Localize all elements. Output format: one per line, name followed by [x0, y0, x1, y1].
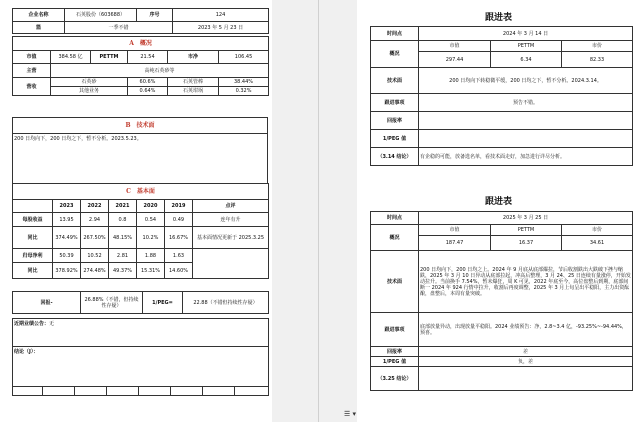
- technical-table: [12, 117, 268, 184]
- eps-yoy-value: 16.67%: [165, 227, 193, 249]
- eps-label: 每股收益: [13, 213, 53, 227]
- comment-update-note: 基本面情况更新于 2025.3.25: [193, 227, 269, 249]
- section-c-heading: C 基本面: [13, 184, 269, 200]
- conclusion-label: 结论（J）：: [13, 347, 269, 387]
- net-profit-yoy-value: 15.31%: [137, 263, 165, 279]
- pettm-value: 16.37: [491, 236, 562, 251]
- market-cap-value: 187.47: [419, 236, 491, 251]
- net-profit-yoy-value: 49.37%: [109, 263, 137, 279]
- overview-head: 市价: [562, 41, 633, 52]
- recent-report-value: 无: [49, 321, 55, 327]
- price-value: 34.61: [562, 236, 633, 251]
- eps-value: 0.49: [165, 213, 193, 227]
- recent-report-label: 近期业绩公告：: [14, 321, 50, 327]
- technical-label: 技术面: [371, 68, 419, 94]
- net-profit-yoy-value: 274.48%: [81, 263, 109, 279]
- main-business-label: 主营: [13, 64, 51, 78]
- follow-up-items-label: 跟进事项: [371, 94, 419, 112]
- peg-value: 22.88（不错但持续性存疑）: [183, 292, 269, 314]
- overview-head: PETTM: [491, 41, 562, 52]
- technical-value: 200 日均向下转稳微平缓，200 日均之下，暂不分析。2024.3.14。: [419, 68, 633, 94]
- eps-yoy-value: 374.49%: [53, 227, 81, 249]
- year-header: 2023: [53, 200, 81, 213]
- revenue-item: 石英坩埚: [168, 87, 219, 96]
- market-cap-value: 384.58 亿: [51, 51, 91, 64]
- net-profit-yoy-label: 同比: [13, 263, 53, 279]
- net-profit-yoy-value: 378.92%: [53, 263, 81, 279]
- category-label: 篮: [13, 22, 65, 34]
- net-profit-value: 50.39: [53, 249, 81, 263]
- pettm-value: 6.34: [491, 52, 562, 68]
- eps-yoy-label: 同比: [13, 227, 53, 249]
- overview-head: 市价: [562, 225, 633, 236]
- conclusion-label: （3.14 结论）: [371, 148, 419, 166]
- peg-label: 1/PEG=: [143, 292, 183, 314]
- return-label: 回报-: [13, 292, 81, 314]
- return-value: 差: [419, 347, 633, 357]
- year-header: 2020: [137, 200, 165, 213]
- eps-yoy-value: 10.2%: [137, 227, 165, 249]
- section-b-heading: B 技术面: [13, 118, 268, 134]
- overview-table: [12, 36, 269, 96]
- technical-label: 技术面: [371, 251, 419, 313]
- follow-up-table-1: [370, 26, 633, 166]
- revenue-item: 其他业务: [51, 87, 128, 96]
- fundamentals-table: [12, 183, 269, 279]
- market-cap-value: 297.44: [419, 52, 491, 68]
- year-header: 2021: [109, 200, 137, 213]
- net-profit-value: 2.81: [109, 249, 137, 263]
- time-label: 时间点: [371, 212, 419, 225]
- follow-up-items-value: 预告不错。: [419, 94, 633, 112]
- price-value: 82.33: [562, 52, 633, 68]
- peg-value: 负，差: [419, 357, 633, 367]
- return-label: 回报率: [371, 347, 419, 357]
- comment-rising: 连年有升: [193, 213, 269, 227]
- follow-up-title-2: 跟进表: [484, 197, 512, 207]
- net-profit-value: 1.63: [165, 249, 193, 263]
- revenue-share: 0.64%: [128, 87, 168, 96]
- follow-up-table-2: [370, 211, 633, 391]
- net-profit-label: 归母净利: [13, 249, 53, 263]
- conclusion-table: [12, 318, 269, 396]
- follow-up-items-value: 底部放量异动，出现放量平稳阳。2024 业绩预告：净，2.8~3.4 亿，-93.25%~-94.44%，预喜。: [419, 313, 633, 347]
- revenue-item: 石英砂: [51, 78, 128, 87]
- revenue-item: 石英管棒: [168, 78, 219, 87]
- main-business-value: 高纯石英砂等: [51, 64, 269, 78]
- net-profit-value: 10.52: [81, 249, 109, 263]
- return-table: [12, 291, 269, 314]
- conclusion-value: 有企稳的可能，放备选名单，看技术面走好，加急进行详尽分析。: [419, 148, 633, 166]
- technical-value: 200 日均向下，200 日均之上。2024 年 9 月底从底部爆拉，节后收割跌出大跌破下挫与缩跌，2025 年 3 月 10 日异动从底部拉起，冲高后整理，3 月 24、25 日连续有量涨停，开始发动拉升。当前换手 7.54%，暂未爆狂，周 K 可见，2022 年底至今，高位盘整后到期，底部间断一 2024 年 924 行情中拉升，收割后再度调整，2025 年 3 月上旬呈出平稳阳，主力出资酝酿，盘整后，本周有量突破。: [419, 251, 633, 313]
- peg-label: 1/PEG 值: [371, 130, 419, 148]
- view-options-button[interactable]: ☰ ▾: [344, 410, 357, 418]
- return-label: 回报率: [371, 112, 419, 130]
- seq-label: 序号: [137, 9, 173, 22]
- page-divider: [318, 0, 319, 422]
- eps-value: 0.8: [109, 213, 137, 227]
- section-a-heading: A 概况: [13, 37, 269, 51]
- revenue-share: 0.32%: [219, 87, 269, 96]
- revenue-share: 60.6%: [128, 78, 168, 87]
- eps-yoy-value: 267.50%: [81, 227, 109, 249]
- revenue-label: 营收: [13, 78, 51, 96]
- pb-label: 市净: [168, 51, 219, 64]
- overview-label: 概况: [371, 225, 419, 251]
- overview-label: 概况: [371, 41, 419, 68]
- year-header: 2022: [81, 200, 109, 213]
- overview-head: 市值: [419, 41, 491, 52]
- eps-value: 0.54: [137, 213, 165, 227]
- eps-value: 2.94: [81, 213, 109, 227]
- pettm-value: 21.54: [128, 51, 168, 64]
- eps-yoy-value: 48.15%: [109, 227, 137, 249]
- record-date: 2023 年 5 月 23 日: [173, 22, 269, 34]
- time-value: 2024 年 3 月 14 日: [419, 27, 633, 41]
- overview-head: PETTM: [491, 225, 562, 236]
- pettm-label: PETTM: [91, 51, 128, 64]
- category-value: 一季不错: [65, 22, 173, 34]
- header-table: [12, 8, 269, 34]
- market-cap-label: 市值: [13, 51, 51, 64]
- peg-label: 1/PEG 值: [371, 357, 419, 367]
- time-label: 时间点: [371, 27, 419, 41]
- left-document-page: [0, 0, 272, 422]
- eps-value: 13.95: [53, 213, 81, 227]
- revenue-share: 38.44%: [219, 78, 269, 87]
- seq-value: 124: [173, 9, 269, 22]
- overview-head: 市值: [419, 225, 491, 236]
- right-document-page: [357, 0, 640, 422]
- time-value: 2025 年 3 月 25 日: [419, 212, 633, 225]
- follow-up-title-1: 跟进表: [484, 13, 512, 23]
- year-header: 2019: [165, 200, 193, 213]
- net-profit-value: 1.88: [137, 249, 165, 263]
- net-profit-yoy-value: 14.60%: [165, 263, 193, 279]
- technical-analysis-text: 200 日均向下，200 日均之下，暂不分析。2023.5.23。: [13, 134, 268, 184]
- return-value: 26.88%（不错，但持续性存疑）: [81, 292, 143, 314]
- company-name-label: 企业名称: [13, 9, 65, 22]
- follow-up-items-label: 跟进事项: [371, 313, 419, 347]
- company-name-value: 石英股份（603688）: [65, 9, 137, 22]
- comment-header: 点评: [193, 200, 269, 213]
- conclusion-label: （3.25 结论）: [371, 367, 419, 391]
- pb-value: 106.45: [219, 51, 269, 64]
